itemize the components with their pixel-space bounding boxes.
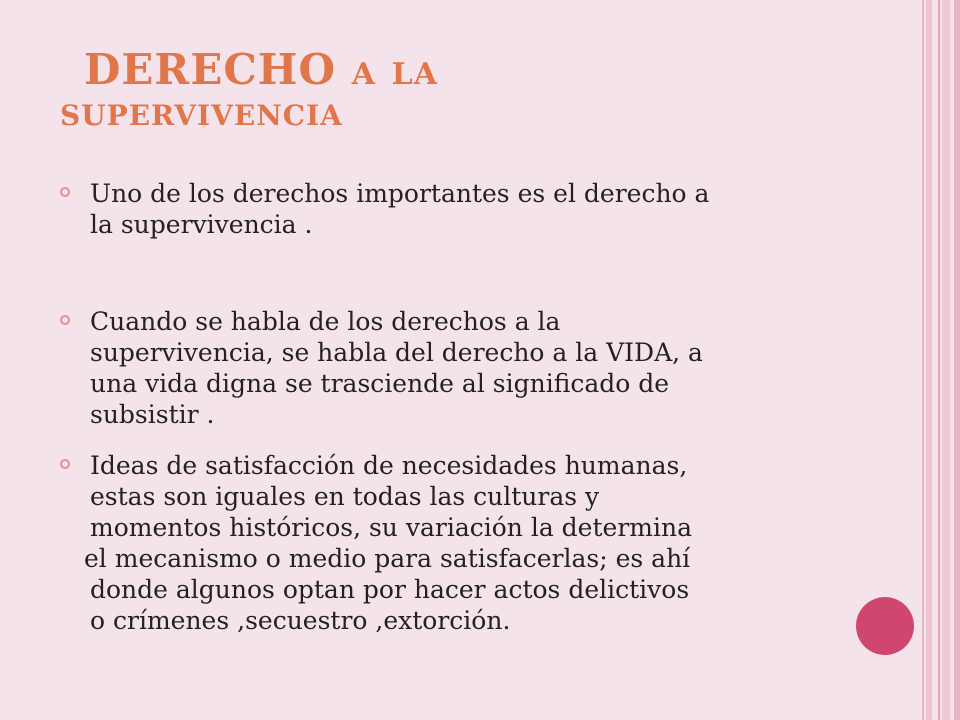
title-word-la: LA [391,57,438,92]
title-word-derecho: DERECHO [84,45,337,94]
slide-title [60,46,820,132]
stripe [954,0,960,720]
bullet-circle-icon [60,187,70,197]
bullet-2-line-4: subsistir . [90,400,215,429]
bullet-circle-icon [60,459,70,469]
bullet-1-line-1: Uno de los derechos importantes es el derecho a [90,179,710,208]
bullet-3-line-2: estas son iguales en todas las culturas y [90,482,600,511]
continuation-line-1: el mecanismo o medio para satisfacerlas; es ahí [84,544,691,573]
accent-circle [856,597,914,655]
bullet-2-line-1: Cuando se habla de los derechos a la [90,307,561,336]
continuation-paragraph [60,543,820,636]
decorative-stripes [920,0,960,720]
bullet-item-1 [60,178,820,240]
continuation-line-2: donde algunos optan por hacer actos delictivos [90,575,690,604]
stripe [922,0,924,720]
title-line-2: SUPERVIVENCIA [60,99,343,133]
bullet-2-line-2: supervivencia, se habla del derecho a la VIDA, a [90,338,703,367]
title-line-1 [84,46,820,94]
bullet-item-3 [60,450,820,543]
bullet-3-line-1: Ideas de satisfacción de necesidades humanas, [90,451,688,480]
bullet-circle-icon [60,315,70,325]
title-word-a: A [351,57,376,92]
stripe [942,0,950,720]
bullet-1-line-2: la supervivencia . [90,210,313,239]
bullet-item-2 [60,306,820,430]
bullet-2-line-3: una vida digna se trasciende al significado de [90,369,670,398]
continuation-line-3: o crímenes ,secuestro ,extorción. [90,606,511,635]
stripe [926,0,932,720]
stripe [938,0,940,720]
slide-body [60,178,820,636]
bullet-3-line-3: momentos históricos, su variación la determina [90,513,692,542]
